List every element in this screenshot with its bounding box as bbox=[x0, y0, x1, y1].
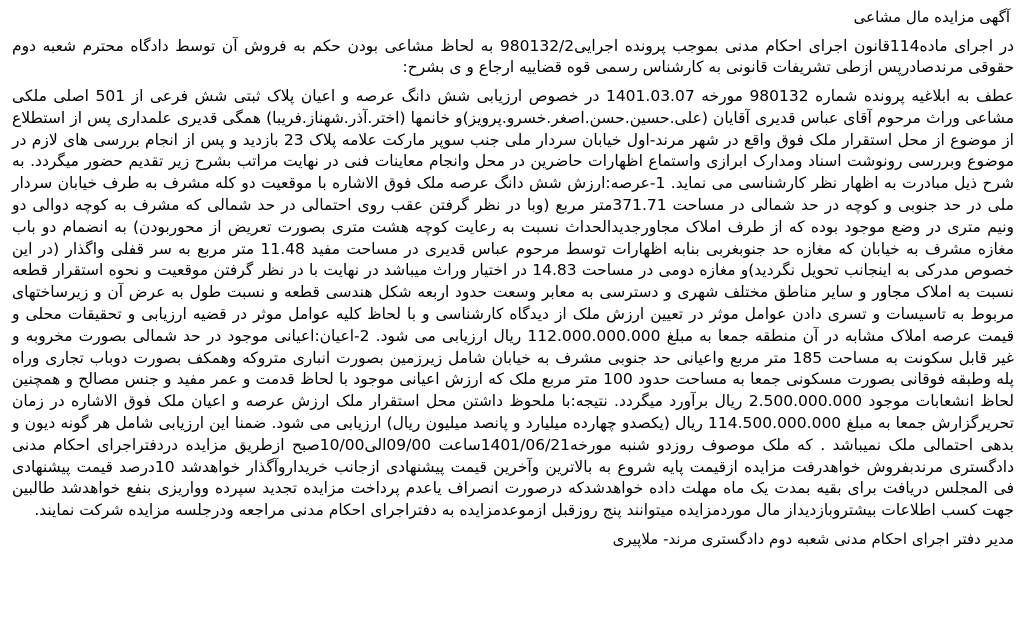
notice-body: عطف به ابلاغیه پرونده شماره 980132 مورخه 1401.03.07 در خصوص ارزیابی شش دانگ عرصه و اعیان پلاک ثبتی شش فرعی از 501 اصلی ملکی مشاعی وراث مرحوم آقای عباس قدیری آقایان (علی.حسین.حسن.اصغر.خسرو.پرویز)و خانمها (اختر.آذر.شهناز.فریبا) همگی قدیری علمداری پس از استطلاع از موضوع از محل استقرار ملک فوق واقع در شهر مرند-اول خیابان سردار ملی جنب سوپر مارکت علامه پلاک 23 بازدید و پس از انجام بررسی های لازم در موضوع وبررسی رونوشت اسناد ومدارک ابرازی واستماع اظهارات حاضرین در محل وانجام معاینات فنی در نهایت مراتب بشرح زیر تقدیم حضور میگردد. به شرح ذیل مبادرت به اظهار نظر کارشناسی می نماید. 1-عرصه:ارزش شش دانگ عرصه ملک فوق الاشاره با موقعیت دو کله مشرف به طرف خیابان سردار ملی در حد جنوبی و کوچه در حد شمالی در مساحت 371.71متر مربع (وبا در نظر گرفتن عقب روی احتمالی در حد شمالی که مشرف به کوچه دوالی دو ونیم متری در وضع موجود بوده که از طرف املاک مجاورجدیدالحداث نسبت به رعایت کوچه هشت متری بصورت تعریض از محوربودن) به انضمام دو باب مغازه مشرف به خیابان که مغازه حد جنوبغربی بنابه اظهارات توسط مرحوم عباس قدیری در مساحت مفید 11.48 متر مربع به سر قفلی واگذار (در این خصوص مدرکی به اینجانب تحویل نگردید)و مغازه دومی در مساحت 14.83 در اختیار وراث میباشد در نهایت با در نظر گرفتن موقعیت و نحوه استقرار قطعه نسبت به املاک مجاور و سایر مناطق مختلف شهری و دسترسی به معابر وسعت حدود اربعه شکل هندسی قطعه و نسبت طول به عرض آن و زیرساختهای مربوط به تاسیسات و تسری دادن عوامل موثر در تعیین ارزش ملک از دیدگاه کارشناسی و با لحاظ کلیه عوامل موثر در قضیه ارزیابی و تحقیقات محلی و قیمت عرصه املاک مشابه در آن منطقه جمعا به مبلغ 112.000.000.000 ریال ارزیابی می شود. 2-اعیان:اعیانی موجود در حد شمالی بصورت مخروبه و غیر قابل سکونت به مساحت 185 متر مربع واعیانی حد جنوبی مشرف به خیابان شامل زیرزمین بصورت انباری متروکه وهمکف بصورت دوباب تجاری وراه پله وطبقه فوقانی بصورت مسکونی جمعا به مساحت حدود 100 متر مربع ملک که ارزش اعیانی موجود با لحاظ قدمت و عمر مفید و جنس مصالح و همچنین لحاظ انشعابات موجود 2.500.000.000 ریال برآورد میگردد. نتیجه:با ملحوظ داشتن محل استقرار ملک ارزش عرصه و اعیان ملک فوق الاشاره در زمان تحریرگزارش جمعا به مبلغ 114.500.000.000 ریال (یکصدو چهارده میلیارد و پانصد میلیون ریال) ارزیابی می شود. ضمنا این ارزیابی شامل هر گونه دیون و بدهی احتمالی ملک نمیباشد . که ملک موصوف روزدو شنبه مورخه1401/06/21ساعت 09/00الی10/00صبح ازطریق مزایده دردفتراجرای احکام مدنی دادگستری مرندبفروش خواهدرفت مزایده ازقیمت پایه شروع به بالاترین وآخرین قیمت پیشنهادی ازجانب خریداروآگذار خواهدشد 10درصد قیمت پیشنهادی فی المجلس دریافت برای بقیه بمدت یک ماه مهلت داده خواهدشدکه درصورت انصراف یاعدم پرداخت مزایده تجدید سپرده وواریزی بنفع خواهدشد طالبین جهت کسب اطلاعات بیشتروبازدیداز مال موردمزایده میتوانند پنج روزقبل ازموعدمزایده به دفتراجرای احکام مدنی مراجعه ودرجلسه مزایده شرکت نمایند. bbox=[12, 87, 1015, 520]
notice-signature: مدیر دفتر اجرای احکام مدنی شعبه دوم دادگستری مرند- ملاپیری bbox=[612, 529, 1014, 548]
notice-intro: در اجرای ماده114قانون اجرای احکام مدنی بموجب پرونده اجرایی980132/2 به لحاظ مشاعی بودن حکم به فروش آن توسط دادگاه محترم شعبه دوم حقوقی مرندصادرپس ازطی تشریفات قانونی به کارشناس رسمی قوه قضاییه ارجاع و ی بشرح: bbox=[12, 37, 1014, 76]
notice-title: آگهی مزایده مال مشاعی bbox=[853, 8, 1010, 26]
